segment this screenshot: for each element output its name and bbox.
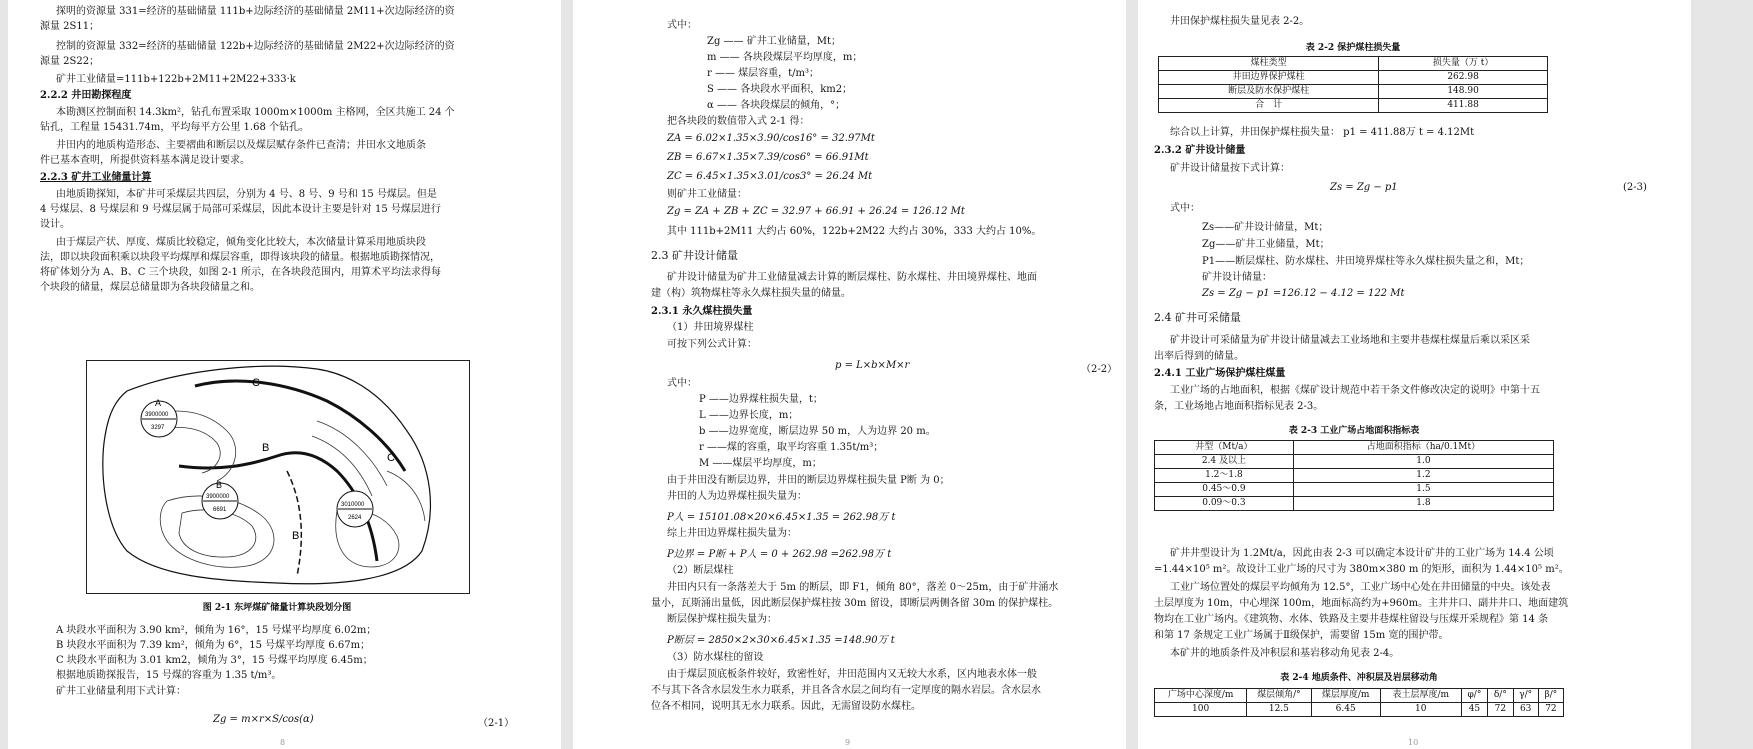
- para-line: 式中：: [1170, 203, 1200, 214]
- definition-line: b ——边界宽度，断层边界 50 m，人为边界 20 m。: [699, 426, 936, 437]
- table-cell: 148.90: [1379, 85, 1548, 99]
- block-area-b: 3900000: [206, 494, 230, 500]
- table-cell: 损失量（万 t）: [1379, 57, 1548, 71]
- para-line: 井田内只有一条落差大于 5m 的断层，即 F1，倾角 80°，落差 0～25m，由于矿井涌水: [667, 582, 1059, 593]
- para-line: 矿井井型设计为 1.2Mt/a，因此由表 2-3 可以确定本设计矿井的工业广场为 14.4 公顷: [1170, 548, 1554, 559]
- table-row: [1155, 703, 1564, 717]
- table-cell: 煤柱类型: [1159, 57, 1379, 71]
- definition-line: Zg——矿井工业储量，Mt；: [1202, 239, 1330, 250]
- block-label-a: A: [155, 398, 162, 408]
- section-heading: 2.3.1 永久煤柱损失量: [651, 306, 753, 317]
- block-value-c: 2624: [348, 515, 362, 521]
- table-cell: 占地面积指标（ha/0.1Mt）: [1293, 441, 1553, 455]
- para-line: 控制的资源量 332=经济的基础储量 122b+边际经济的基础储量 2M22+次边际经济的资: [56, 41, 455, 52]
- table-header-row: [1159, 57, 1548, 71]
- table-row: [1159, 85, 1548, 99]
- table-cell: 12.5: [1247, 703, 1311, 717]
- para-line: 出率后得到的储量。: [1154, 351, 1244, 362]
- para-line: 根据地质勘探报告，15 号煤的容重为 1.35 t/m³。: [56, 670, 282, 681]
- section-heading: 2.4 矿井可采储量: [1154, 311, 1241, 324]
- para-line: 矿井工业储量=111b+122b+2M11+2M22+333·k: [56, 74, 296, 85]
- para-line: 把各块段的数值带入式 2-1 得：: [667, 116, 810, 127]
- table-cell: 井田边界保护煤柱: [1159, 71, 1379, 85]
- table-cell: 1.2: [1293, 469, 1553, 483]
- definition-line: m —— 各块段煤层平均厚度，m；: [707, 52, 863, 63]
- table-cell: 72: [1488, 703, 1513, 717]
- para-line: 井田保护煤柱损失量见表 2-2。: [1170, 16, 1310, 27]
- section-heading: 2.3 矿井设计储量: [651, 249, 738, 262]
- table-cell: 断层及防水保护煤柱: [1159, 85, 1379, 99]
- definition-line: P ——边界煤柱损失量，t；: [699, 394, 823, 405]
- table-2-3: [1154, 440, 1554, 511]
- para-line: 件已基本查明，所提供资料基本满足设计要求。: [40, 155, 250, 166]
- para-line: 不与其下各含水层发生水力联系，并且各含水层之间均有一定厚度的隔水岩层。含水层水: [651, 685, 1041, 696]
- table-cell: 6.45: [1311, 703, 1380, 717]
- para-line: 4 号煤层、8 号煤层和 9 号煤层属于局部可采煤层，因此本设计主要是针对 15 号煤层进行: [40, 204, 441, 215]
- table-cell: 1.2～1.8: [1155, 469, 1294, 483]
- table-cell: 72: [1538, 703, 1563, 717]
- block-area-c: 3010000: [341, 502, 365, 508]
- document-page-8: [8, 0, 561, 749]
- definition-line: 矿井设计储量：: [1202, 272, 1272, 283]
- para-line: 断层保护煤柱损失量为：: [667, 614, 777, 625]
- equation-line: P人 = 15101.08×20×6.45×1.35 = 262.98万 t: [667, 512, 896, 523]
- para-line: 矿井工业储量利用下式计算：: [56, 686, 186, 697]
- table-row: [1155, 455, 1554, 469]
- equation-line: ZC = 6.45×1.35×3.01/cos3° = 26.24 Mt: [667, 171, 873, 182]
- block-value-a: 3297: [151, 425, 165, 431]
- table-2-2: [1158, 56, 1548, 113]
- table-cell: 煤层厚度/m: [1311, 689, 1380, 703]
- table-cell: δ/°: [1488, 689, 1513, 703]
- para-line: 由于煤层产状、厚度、煤质比较稳定，倾角变化比较大，本次储量计算采用地质块段: [56, 237, 426, 248]
- table-header-row: [1155, 689, 1564, 703]
- para-line: 钻孔，工程量 15431.74m，平均每平方公里 1.68 个钻孔。: [40, 122, 309, 133]
- para-line: （1）井田境界煤柱: [667, 322, 754, 333]
- figure-caption: 图 2-1 东坪煤矿储量计算块段划分图: [202, 603, 352, 613]
- para-line: 条，工业场地占地面积指标见表 2-3。: [1154, 401, 1324, 412]
- figure-block-map: [86, 360, 470, 594]
- para-line: 建（构）筑物煤柱等永久煤柱损失量的储量。: [651, 288, 851, 299]
- block-value-b: 6691: [213, 507, 227, 513]
- block-area-a: 3900000: [145, 412, 169, 418]
- equation-number: （2-2）: [1081, 364, 1118, 375]
- table-cell: 10: [1380, 703, 1461, 717]
- definition-line: M ——煤层平均厚度，m；: [699, 458, 822, 469]
- definition-line: Zs——矿井设计储量，Mt；: [1202, 222, 1329, 233]
- document-page-10: [1138, 0, 1691, 749]
- section-heading: 2.3.2 矿井设计储量: [1154, 145, 1246, 156]
- para-line: 可按下列公式计算：: [667, 339, 757, 350]
- table-cell: 45: [1461, 703, 1487, 717]
- table-cell: 63: [1513, 703, 1538, 717]
- table-row: [1159, 99, 1548, 113]
- table-cell: 广场中心深度/m: [1155, 689, 1247, 703]
- section-heading: 2.2.2 井田勘探程度: [40, 90, 132, 101]
- equation-2-1: Zg = m×r×S/cos(α): [213, 714, 314, 725]
- equation-line: ZB = 6.67×1.35×7.39/cos6° = 66.91Mt: [667, 152, 869, 163]
- definition-line: S —— 各块段水平面积，km2；: [707, 84, 853, 95]
- equation-line: Zs = Zg − p1 =126.12 − 4.12 = 122 Mt: [1202, 288, 1405, 299]
- table-header-row: [1155, 441, 1554, 455]
- table-cell: 表土层厚度/m: [1380, 689, 1461, 703]
- para-line: 量小，瓦斯涌出量低，因此断层保护煤柱按 30m 留设，即断层两侧各留 30m 的保护煤柱。: [651, 598, 1059, 609]
- para-line: 源量 2S11；: [40, 21, 100, 32]
- table-cell: 411.88: [1379, 99, 1548, 113]
- region-label-b-lower: B: [292, 530, 300, 542]
- page-number: 8: [280, 738, 286, 747]
- para-line: 井田的人为边界煤柱损失量为：: [667, 491, 807, 502]
- region-label-c: C: [252, 377, 260, 389]
- para-line: 本矿井的地质条件及冲积层和基岩移动角见表 2-4。: [1170, 648, 1400, 659]
- para-line: 和第 17 条规定工业广场属于Ⅱ级保护，需要留 15m 宽的围护带。: [1154, 630, 1449, 641]
- region-label-b: B: [262, 442, 270, 454]
- para-line: A 块段水平面积为 3.90 km²，倾角为 16°，15 号煤平均厚度 6.02m；: [56, 625, 377, 636]
- para-line: 探明的资源量 331=经济的基础储量 111b+边际经济的基础储量 2M11+次边际经济的资: [56, 6, 455, 17]
- para-line: 矿井设计储量为矿井工业储量减去计算的断层煤柱、防水煤柱、井田境界煤柱、地面: [667, 272, 1037, 283]
- table-caption: 表 2-2 保护煤柱损失量: [1305, 43, 1401, 53]
- definition-line: P1——断层煤柱、防水煤柱、井田境界煤柱等永久煤柱损失量之和，Mt；: [1202, 256, 1530, 267]
- para-line: 个块段的储量，煤层总储量即为各块段储量之和。: [40, 282, 260, 293]
- definition-line: r ——煤的容重，取平均容重 1.35t/m³；: [699, 442, 884, 453]
- table-cell: γ/°: [1513, 689, 1538, 703]
- para-line: 工业广场位置处的煤层平均倾角为 12.5°，工业广场中心处在井田储量的中央。该处表: [1170, 582, 1551, 593]
- para-line: 由于煤层顶底板条件较好，致密性好，井田范围内又无较大水系，区内地表水体一般: [667, 669, 1037, 680]
- para-line: （2）断层煤柱: [667, 565, 734, 576]
- equation-line: Zg = ZA + ZB + ZC = 32.97 + 66.91 + 26.24 = 126.12 Mt: [667, 206, 965, 217]
- para-line: 由地质勘探知，本矿井可采煤层共四层，分别为 4 号、8 号、9 号和 15 号煤层。但是: [56, 189, 437, 200]
- table-caption: 表 2-4 地质条件、冲积层及岩层移动角: [1280, 673, 1438, 683]
- definition-line: L ——边界长度，m；: [699, 410, 799, 421]
- table-cell: 0.09～0.3: [1155, 497, 1294, 511]
- contour-map-figure: [87, 361, 469, 593]
- para-line: 位各不相同，说明其无水力联系。因此，无需留设防水煤柱。: [651, 701, 921, 712]
- table-cell: 1.8: [1293, 497, 1553, 511]
- section-heading: 2.4.1 工业广场保护煤柱煤量: [1154, 368, 1286, 379]
- definition-line: α —— 各块段煤层的倾角，°；: [707, 100, 846, 111]
- table-row: [1155, 483, 1554, 497]
- section-heading: 2.2.3 矿井工业储量计算: [40, 172, 152, 183]
- table-cell: 262.98: [1379, 71, 1548, 85]
- para-line: 其中 111b+2M11 大约占 60%，122b+2M22 大约占 30%，333 大约占 10%。: [667, 226, 1042, 237]
- table-cell: 100: [1155, 703, 1247, 717]
- para-line: =1.44×10⁵ m²。故设计工业广场的尺寸为 380m×380 m 的矩形，面积为 1.44×10⁵ m²。: [1154, 564, 1569, 575]
- table-cell: φ/°: [1461, 689, 1487, 703]
- definition-line: Zg —— 矿井工业储量，Mt；: [707, 36, 841, 47]
- table-row: [1155, 469, 1554, 483]
- page-number: 10: [1408, 738, 1419, 747]
- equation-number: (2-3): [1623, 182, 1647, 193]
- equation-2-2: p = L×b×M×r: [835, 360, 910, 371]
- equation-2-3: Zs = Zg − p1: [1330, 182, 1398, 193]
- table-cell: β/°: [1538, 689, 1563, 703]
- para-line: 矿井设计可采储量为矿井设计储量减去工业场地和主要井巷煤柱煤量后乘以采区采: [1170, 335, 1530, 346]
- para-line: 将矿体划分为 A、B、C 三个块段，如图 2-1 所示，在各块段范围内，用算术平均法求得每: [40, 267, 442, 278]
- table-cell: 煤层倾角/°: [1247, 689, 1311, 703]
- para-line: 综合以上计算，井田保护煤柱损失量： p1 = 411.88万 t = 4.12Mt: [1170, 127, 1475, 138]
- para-line: 式中：: [667, 378, 697, 389]
- definition-line: r —— 煤层容重，t/m³；: [707, 68, 820, 79]
- table-cell: 合 计: [1159, 99, 1379, 113]
- para-line: C 块段水平面积为 3.01 km2，倾角为 3°，15 号煤平均厚度 6.45m；: [56, 655, 373, 666]
- para-line: 工业广场的占地面积，根据《煤矿设计规范中若干条文件修改决定的说明》中第十五: [1170, 385, 1540, 396]
- table-cell: 井型（Mt/a）: [1155, 441, 1294, 455]
- para-line: 源量 2S22；: [40, 56, 100, 67]
- block-label-b: B: [216, 480, 223, 490]
- document-page-9: [573, 0, 1126, 749]
- region-label-c-right: C: [387, 452, 395, 464]
- table-cell: 2.4 及以上: [1155, 455, 1294, 469]
- para-line: B 块段水平面积为 7.39 km²，倾角为 6°，15 号煤平均厚度 6.67m；: [56, 640, 371, 651]
- para-line: 式中：: [667, 20, 697, 31]
- table-cell: 1.0: [1293, 455, 1553, 469]
- para-line: 法，即以块段面积乘以块段平均煤厚和煤层容重，即得该块段的储量。根据地质勘探情况，: [40, 252, 440, 263]
- equation-line: P断层 = 2850×2×30×6.45×1.35 =148.90万 t: [667, 635, 895, 646]
- equation-line: P边界 = P断 + P人 = 0 + 262.98 =262.98万 t: [667, 549, 892, 560]
- page-number: 9: [845, 738, 851, 747]
- para-line: 矿井设计储量按下式计算：: [1170, 163, 1290, 174]
- para-line: 物均在工业广场内。《建筑物、水体、铁路及主要井巷煤柱留设与压煤开采规程》第 14 条: [1154, 614, 1549, 625]
- para-line: 则矿井工业储量：: [667, 189, 747, 200]
- equation-line: ZA = 6.02×1.35×3.90/cos16° = 32.97Mt: [667, 133, 875, 144]
- para-line: 本勘测区控制面积 14.3km²，钻孔布置采取 1000m×1000m 主格网，全区共施工 24 个: [56, 107, 455, 118]
- table-2-4: [1154, 688, 1564, 717]
- table-cell: 1.5: [1293, 483, 1553, 497]
- equation-number: （2-1）: [478, 718, 515, 729]
- para-line: 设计。: [40, 219, 70, 230]
- table-caption: 表 2-3 工业广场占地面积指标表: [1288, 426, 1420, 436]
- para-line: 综上井田边界煤柱损失量为：: [667, 528, 797, 539]
- para-line: 井田内的地质构造形态、主要褶曲和断层以及煤层赋存条件已查清；井田水文地质条: [56, 140, 426, 151]
- table-cell: 0.45～0.9: [1155, 483, 1294, 497]
- para-line: 土层厚度为 10m，中心埋深 100m，地面标高约为+960m。主井井口、副井井口、地面建筑: [1154, 598, 1569, 609]
- table-row: [1155, 497, 1554, 511]
- para-line: 由于井田没有断层边界，井田的断层边界煤柱损失量 P断 为 0；: [667, 475, 950, 486]
- para-line: （3）防水煤柱的留设: [667, 652, 764, 663]
- table-row: [1159, 71, 1548, 85]
